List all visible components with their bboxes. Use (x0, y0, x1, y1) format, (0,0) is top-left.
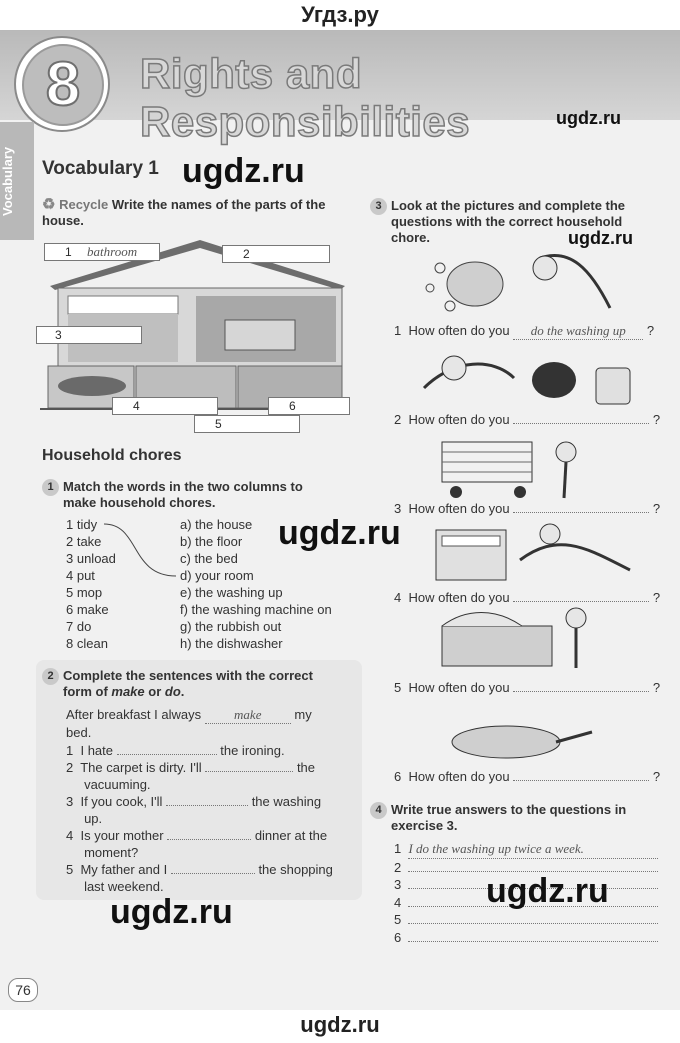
site-watermark-top: Угдз.ру (301, 2, 379, 27)
ex3-q5 (394, 680, 670, 695)
part-box-1[interactable] (44, 243, 160, 261)
ex2-do: do (164, 684, 181, 699)
ex2-item-2 (66, 759, 358, 793)
ex3-q6-qmark: ? (652, 769, 661, 784)
part-box-4[interactable] (112, 397, 218, 415)
ex1-left-8: 8 clean (66, 636, 108, 651)
ex2-instruction (42, 668, 342, 700)
ex2-item-3-c: up. (84, 811, 103, 826)
ex3-q4-n: 4 (394, 590, 402, 605)
ex1-right-a: a) the house (180, 517, 253, 532)
ex2-item-2-c: vacuuming. (84, 777, 151, 792)
ex1-left-3: 3 unload (66, 551, 116, 566)
ex3-q3 (394, 501, 670, 516)
unit-title: Rights and Responsibilities (140, 50, 471, 145)
ex2-dot: . (180, 684, 185, 699)
recycle-instruction (42, 197, 342, 229)
ex1-right-c: c) the bed (180, 551, 238, 566)
ex3-q6 (394, 769, 670, 784)
ex2-item-4 (66, 827, 358, 861)
vocab-heading-text: Vocabulary 1 (42, 158, 159, 179)
recycle-icon: ♻ (42, 196, 56, 213)
ex1-right-h: h) the dishwasher (180, 636, 283, 651)
ex2-number: 2 (42, 668, 59, 685)
ex3-q5-answer[interactable] (513, 691, 649, 692)
ex1-right-f: f) the washing machine on (180, 602, 332, 617)
picture-make-the-bed (436, 606, 606, 672)
ex4-line-1-n: 1 (394, 841, 402, 856)
ex3-q2-n: 2 (394, 412, 402, 427)
ex2-example (66, 706, 356, 741)
ex3-text: Look at the pictures and complete the questions with the correct household chore. (391, 198, 626, 245)
ex2-item-3-b: the washing (251, 794, 322, 809)
ex2-example-answer: make (205, 706, 291, 724)
watermark-small-1: ugdz.ru (556, 108, 621, 128)
part-box-3-number: 3 (55, 328, 62, 342)
watermark-big-1: ugdz.ru (182, 152, 305, 190)
ex4-line-5-answer[interactable] (408, 923, 658, 924)
ex4-line-6 (394, 929, 670, 947)
ex1-right-b: b) the floor (180, 534, 243, 549)
ex2-item-5-c: last weekend. (84, 879, 164, 894)
ex2-item-1-a: I hate (80, 743, 113, 758)
ex3-instruction (370, 198, 640, 246)
picture-washing-machine (446, 718, 596, 766)
unit-number: 8 (22, 44, 104, 126)
ex2-item-5-n: 5 (66, 862, 74, 877)
ex3-q4-answer[interactable] (513, 601, 649, 602)
ex3-q6-prefix: How often do you (408, 769, 510, 784)
ex1-text: Match the words in the two columns to make household chores. (63, 479, 303, 510)
ex2-item-4-blank[interactable] (167, 839, 251, 840)
ex3-q2-qmark: ? (652, 412, 661, 427)
ex3-q3-n: 3 (394, 501, 402, 516)
part-box-2-number: 2 (243, 247, 250, 261)
ex3-q2-prefix: How often do you (408, 412, 510, 427)
ex2-item-1 (66, 742, 358, 759)
ex4-line-1-answer[interactable]: I do the washing up twice a week. (408, 840, 658, 859)
ex3-q3-prefix: How often do you (408, 501, 510, 516)
part-box-5[interactable] (194, 415, 300, 433)
ex4-line-4-n: 4 (394, 894, 402, 910)
picture-shopping (436, 432, 606, 502)
ex2-item-2-n: 2 (66, 760, 74, 775)
ex2-or: or (144, 684, 165, 699)
ex4-number: 4 (370, 802, 387, 819)
ex1-left-4: 4 put (66, 568, 95, 583)
ex2-text: Complete the sentences with the correct form of (63, 668, 313, 699)
ex3-q6-n: 6 (394, 769, 402, 784)
ex3-q4 (394, 590, 670, 605)
ex3-q1-qmark: ? (646, 323, 655, 338)
part-box-4-number: 4 (133, 399, 140, 413)
ex1-left-5: 5 mop (66, 585, 103, 600)
part-box-1-number: 1 (65, 245, 72, 259)
ex2-item-4-c: moment? (84, 845, 139, 860)
part-box-3[interactable] (36, 326, 142, 344)
watermark-small-2: ugdz.ru (568, 228, 633, 248)
ex3-number: 3 (370, 198, 387, 215)
ex4-line-2-n: 2 (394, 859, 402, 875)
ex2-item-2-blank[interactable] (205, 771, 293, 772)
ex2-item-4-a: Is your mother (80, 828, 164, 843)
ex1-left-1: 1 tidy (66, 517, 98, 532)
ex3-q3-answer[interactable] (513, 512, 649, 513)
part-box-1-answer: bathroom (87, 244, 138, 259)
ex3-q4-prefix: How often do you (408, 590, 510, 605)
ex1-right-d: d) your room (180, 568, 254, 583)
ex3-q2 (394, 412, 670, 427)
part-box-6-number: 6 (289, 399, 296, 413)
ex3-q4-qmark: ? (652, 590, 661, 605)
ex1-right-e: e) the washing up (180, 585, 283, 600)
ex2-item-2-b: the (296, 760, 316, 775)
ex2-make: make (111, 684, 145, 699)
chores-heading-text: Household chores (42, 447, 182, 464)
ex3-q5-prefix: How often do you (408, 680, 510, 695)
ex2-item-4-n: 4 (66, 828, 74, 843)
ex2-item-3 (66, 793, 358, 827)
ex4-line-6-answer[interactable] (408, 941, 658, 942)
ex2-text-wrap (63, 668, 333, 700)
ex4-text: Write true answers to the questions in exercise 3. (391, 802, 627, 833)
ex4-line-5-n: 5 (394, 912, 402, 927)
ex2-item-5-a: My father and I (80, 862, 168, 877)
ex3-q3-qmark: ? (652, 501, 661, 516)
ex2-item-1-b: the ironing. (220, 743, 285, 758)
ex1-number: 1 (42, 479, 59, 496)
ex2-item-3-a: If you cook, I'll (80, 794, 163, 809)
ex3-q1-prefix: How often do you (408, 323, 510, 338)
page-number: 76 (8, 978, 38, 1002)
ex2-items (66, 742, 358, 895)
ex4-line-3-n: 3 (394, 877, 402, 892)
ex2-example-post: my (294, 707, 312, 722)
ex2-item-2-a: The carpet is dirty. I'll (80, 760, 202, 775)
side-tab: Vocabulary (0, 122, 34, 240)
ex3-q1 (394, 323, 670, 340)
ex3-q5-qmark: ? (652, 680, 661, 695)
watermark-big-3: ugdz.ru (110, 893, 233, 931)
ex1-left-2: 2 take (66, 534, 102, 549)
ex1-instruction (42, 479, 342, 511)
watermark-big-4: ugdz.ru (486, 872, 609, 910)
ex2-item-1-n: 1 (66, 743, 74, 758)
ex1-left-7: 7 do (66, 619, 92, 634)
site-watermark-bottom: ugdz.ru (300, 1012, 380, 1037)
ex2-item-1-blank[interactable] (117, 754, 217, 755)
ex1-match-line (100, 520, 180, 580)
ex3-q2-answer[interactable] (513, 423, 649, 424)
ex2-item-3-blank[interactable] (166, 805, 248, 806)
ex3-q1-answer[interactable]: do the washing up (513, 323, 643, 340)
ex2-item-5-b: the shopping (258, 862, 333, 877)
picture-unload-dishwasher (430, 520, 640, 586)
ex2-item-5-blank[interactable] (171, 873, 255, 874)
ex2-item-4-b: dinner at the (254, 828, 328, 843)
part-box-2[interactable] (222, 245, 330, 263)
recycle-label: Recycle (59, 197, 109, 212)
ex3-q5-n: 5 (394, 680, 402, 695)
chores-heading (42, 447, 182, 465)
ex2-item-5 (66, 861, 358, 895)
ex4-line-1 (394, 840, 670, 859)
ex2-example-post2: bed. (66, 725, 92, 740)
ex1-right-g: g) the rubbish out (180, 619, 282, 634)
ex1-left-6: 6 make (66, 602, 109, 617)
part-box-5-number: 5 (215, 417, 222, 431)
watermark-big-2: ugdz.ru (278, 514, 401, 552)
ex3-q6-answer[interactable] (513, 780, 649, 781)
picture-washing-up (420, 248, 640, 320)
part-box-6[interactable] (268, 397, 350, 415)
ex2-item-3-n: 3 (66, 794, 74, 809)
picture-take-out-rubbish (414, 348, 644, 410)
recycle-text: Write the names of the parts of the house. (42, 197, 326, 228)
ex4-line-5 (394, 911, 670, 929)
ex2-example-pre: After breakfast I always (66, 707, 202, 722)
ex3-q1-n: 1 (394, 323, 402, 338)
ex4-instruction (370, 802, 650, 834)
ex4-line-6-n: 6 (394, 929, 402, 945)
vocab-heading (42, 158, 159, 180)
